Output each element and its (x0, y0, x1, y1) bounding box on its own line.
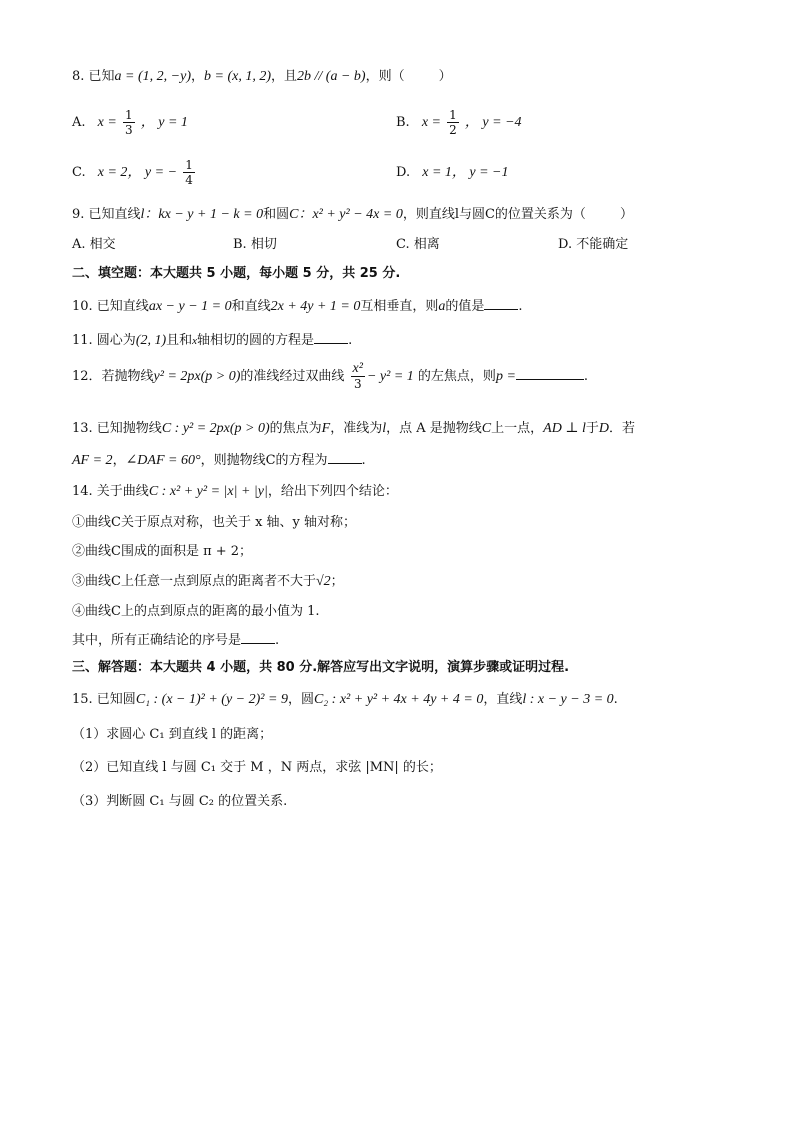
q13-text: ，准线为 (330, 421, 383, 436)
fraction (351, 362, 365, 391)
q10-expr1: ax − y − 1 = 0 (148, 299, 232, 314)
q13-sep: ， (112, 453, 126, 468)
answer-blank (484, 297, 518, 310)
q14-conclusion-1: ①曲线C关于原点对称，也关于 x 轴、y 轴对称； (72, 515, 357, 530)
denominator: 4 (185, 173, 193, 187)
q9-option-a: A. 相交 (72, 237, 116, 252)
q8-stem-post: ，则（ (365, 69, 405, 84)
section-heading-solutions: 三、解答题：本大题共 4 小题，共 80 分.解答应写出文字说明，演算步骤或证明过程. (72, 660, 570, 675)
q9-line-expr: l：kx − y + 1 − k = 0 (140, 207, 264, 222)
q9-circle-expr: C：x² + y² − 4x = 0 (289, 207, 403, 222)
q10-end: 的值是 (445, 299, 485, 314)
option-label: A. (72, 115, 86, 130)
q12-pre: 12．若抛物线 (72, 369, 154, 384)
numerator: 1 (449, 108, 457, 122)
q14-ask (72, 631, 279, 650)
period: . (613, 692, 618, 707)
q15-mid2: ，直线 (483, 692, 523, 707)
period: . (275, 633, 280, 648)
q11-point: (2, 1) (135, 333, 167, 348)
q12-hyperbola-rest: − y² = 1 (366, 369, 414, 384)
period: . (518, 299, 523, 314)
q14-conclusion-3 (72, 573, 344, 591)
answer-blank (314, 331, 348, 344)
option-math: x = (97, 115, 117, 130)
answer-blank (516, 367, 584, 380)
q13-pre: 13. 已知抛物线 (72, 421, 162, 436)
q15-circle1: C₁ : (x − 1)² + (y − 2)² = 9 (135, 692, 288, 707)
option-label: B. (396, 115, 410, 130)
q13-c: C (481, 421, 492, 436)
q14-c3-sqrt: √2 (315, 574, 331, 589)
q8-close: ） (438, 69, 452, 84)
q11-axis: x (192, 335, 198, 347)
fraction (447, 108, 459, 137)
q9-option-c: C. 相离 (396, 237, 440, 252)
denominator: 3 (124, 123, 133, 137)
q13-directrix: l (382, 421, 387, 436)
q15-part-1: （1）求圆心 C₁ 到直线 l 的距离； (72, 727, 273, 742)
q15-circle2: C₂ : x² + y² + 4x + 4y + 4 = 0 (313, 692, 484, 707)
q15-stem (72, 691, 618, 709)
q11-mid: 且和 (166, 333, 193, 348)
fraction (123, 108, 135, 137)
answer-blank (328, 451, 362, 464)
q8-stem (72, 68, 452, 86)
q13-line2 (72, 451, 366, 470)
q14-curve: C : x² + y² = |x| + |y| (148, 484, 268, 499)
q13-post: ，则抛物线C的方程为 (200, 453, 328, 468)
option-math: ， y = −4 (464, 115, 522, 130)
period: . (583, 369, 589, 384)
q13-text: 于 (585, 421, 599, 436)
denominator: 2 (449, 123, 457, 137)
q8-vector-b: b = (x, 1, 2) (204, 69, 271, 84)
numerator: 1 (185, 158, 193, 172)
q15-pre: 15. 已知圆 (72, 692, 136, 707)
section-heading-fill-in: 二、填空题：本大题共 5 小题，每小题 5 分，共 25 分. (72, 266, 401, 281)
q11 (72, 331, 352, 350)
q14-c3-pre: ③曲线C上任意一点到原点的距离者不大于 (72, 574, 316, 589)
q14-pre: 14. 关于曲线 (72, 484, 149, 499)
period: . (348, 333, 353, 348)
q9-stem-mid: 和圆 (263, 207, 290, 222)
q13-text: 上一点， (491, 421, 544, 436)
q13-text: ，点 A 是抛物线 (386, 421, 482, 436)
q12-p-eq: p = (495, 369, 516, 384)
numerator: x² (352, 361, 363, 376)
q9-stem-post: ，则直线l与圆C的位置关系为（ (402, 207, 586, 222)
q13-focus: F (321, 421, 331, 436)
q14-conclusion-4: ④曲线C上的点到原点的距离的最小值为 1. (72, 604, 320, 619)
option-math: x = (421, 115, 441, 130)
q9-option-d: D. 不能确定 (558, 237, 629, 252)
q15-part-2: （2）已知直线 l 与圆 C₁ 交于 M ，N 两点，求弦 |MN| 的长； (72, 760, 442, 775)
q8-stem-pre: 8. 已知 (72, 69, 115, 84)
q13-af: AF = 2 (72, 453, 113, 468)
q9-close: ） (619, 207, 633, 222)
q12-post: 的左焦点，则 (417, 369, 496, 384)
q10-expr2: 2x + 4y + 1 = 0 (270, 299, 361, 314)
q15-part-3: （3）判断圆 C₁ 与圆 C₂ 的位置关系. (72, 794, 288, 809)
q8-option-d (396, 164, 509, 182)
q13-text: ．若 (609, 421, 636, 436)
q9-stem-pre: 9. 已知直线 (72, 207, 141, 222)
q10-var: a (438, 299, 446, 314)
q14-c3-post: ； (330, 574, 344, 589)
q12-parabola: y² = 2px(p > 0) (153, 369, 241, 384)
q10-mid: 和直线 (231, 299, 271, 314)
q13-perp: AD ⊥ l (543, 421, 586, 436)
q8-option-a (72, 108, 188, 137)
answer-blank (241, 631, 275, 644)
denominator: 3 (353, 377, 362, 391)
q13-parabola: C : y² = 2px(p > 0) (161, 421, 270, 436)
q8-option-b (396, 108, 522, 137)
q8-sep: ， (190, 69, 204, 84)
q8-vector-a: a = (1, 2, −y) (114, 69, 191, 84)
q14-stem (72, 483, 398, 501)
q8-condition: 2b // (a − b) (297, 69, 366, 84)
q10-pre: 10. 已知直线 (72, 299, 149, 314)
option-math: ， y = 1 (140, 115, 188, 130)
q14-post: ，给出下列四个结论： (267, 484, 398, 499)
q13-line1 (72, 420, 635, 438)
q12-mid: 的准线经过双曲线 (240, 369, 345, 384)
fraction (183, 158, 195, 187)
q10 (72, 297, 523, 316)
option-label: D. (396, 165, 411, 180)
option-label: C. (72, 165, 86, 180)
option-math: x = 2， y = − (97, 165, 178, 180)
q10-post: 互相垂直，则 (360, 299, 439, 314)
q9-stem (72, 206, 633, 224)
q8-stem-mid: ，且 (271, 69, 298, 84)
q13-angle: ∠DAF = 60° (125, 453, 201, 468)
q14-conclusion-2: ②曲线C围成的面积是 π + 2； (72, 544, 253, 559)
period: . (361, 453, 366, 468)
q11-pre: 11. 圆心为 (72, 333, 136, 348)
q13-d: D (598, 421, 610, 436)
q14-ask-text: 其中，所有正确结论的序号是 (72, 633, 242, 648)
q8-option-c (72, 158, 197, 187)
q9-option-b: B. 相切 (233, 237, 277, 252)
numerator: 1 (124, 108, 133, 122)
q13-text: 的焦点为 (269, 421, 322, 436)
q11-post: 轴相切的圆的方程是 (197, 333, 315, 348)
q15-line: l : x − y − 3 = 0 (522, 692, 614, 707)
q12 (72, 362, 588, 391)
option-math: x = 1， y = −1 (422, 165, 509, 180)
q15-mid: ，圆 (287, 692, 314, 707)
